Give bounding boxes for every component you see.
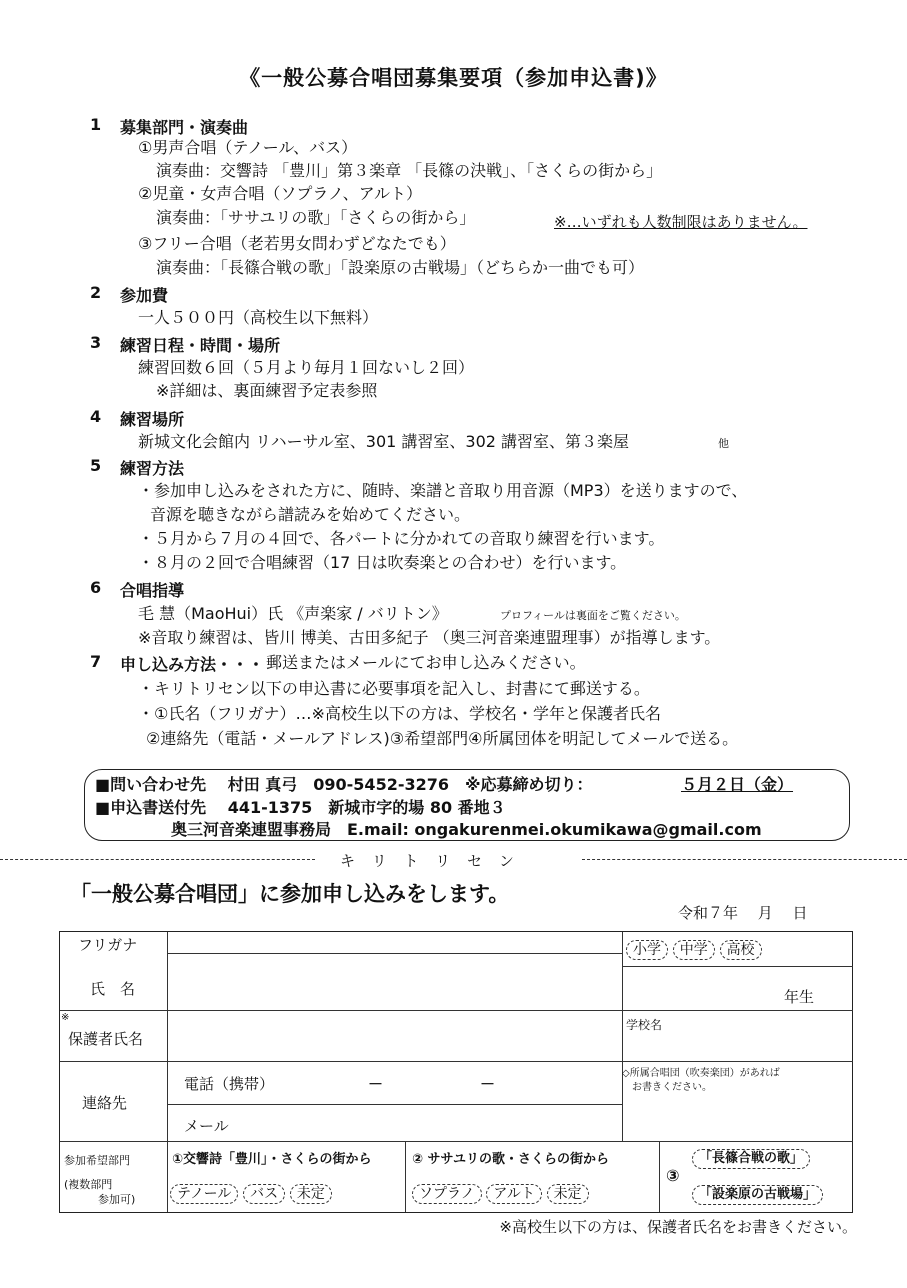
text-line: 演奏曲：「ササユリの歌」「さくらの街から」: [156, 208, 476, 227]
section-number: 5: [90, 456, 102, 475]
text-line: ※詳細は、裏面練習予定表参照: [156, 381, 378, 400]
department-label: 参加可): [98, 1193, 136, 1206]
text-line: ②児童・女声合唱（ソプラノ、アルト）: [138, 184, 422, 203]
option-high-school[interactable]: 高校: [720, 940, 762, 960]
section-number: 2: [90, 283, 102, 302]
row-divider: [622, 966, 853, 967]
phone-dash: －: [368, 1075, 384, 1093]
choice-undecided[interactable]: 未定: [290, 1184, 332, 1204]
section-heading: 練習日程・時間・場所: [120, 336, 281, 355]
text-line: ①男声合唱（テノール、バス）: [138, 138, 358, 157]
furigana-label: フリガナ: [78, 936, 138, 954]
text-line: ②連絡先（電話・メールアドレス)③希望部門④所属団体を明記してメールで送る。: [146, 729, 739, 748]
text-suffix: 他: [718, 437, 729, 450]
text-line: 音源を聴きながら譜読みを始めてください。: [150, 505, 471, 524]
text-line: 新城文化会館内 リハーサル室、301 講習室、302 講習室、第３楽屋: [138, 432, 630, 451]
text-line: 郵送またはメールにてお申し込みください。: [266, 653, 586, 672]
section-number: 4: [90, 407, 102, 426]
option-2-choices: [412, 1184, 589, 1204]
section-heading: 参加費: [120, 286, 169, 305]
phone-label: 電話（携帯）: [184, 1075, 275, 1093]
option-3-choices: [692, 1148, 810, 1169]
guardian-label: 保護者氏名: [68, 1030, 144, 1048]
section-heading: 練習方法: [120, 459, 185, 478]
text-line: ・①氏名（フリガナ）…※高校生以下の方は、学校名・学年と保護者氏名: [138, 704, 661, 723]
guardian-field[interactable]: [168, 1011, 621, 1060]
text-line: 一人５００円（高校生以下無料）: [138, 308, 379, 327]
section-number: 6: [90, 578, 102, 597]
dashed-divider: [582, 859, 907, 860]
section-number: 1: [90, 115, 102, 134]
affiliation-note: お書きください。: [632, 1082, 712, 1093]
email-line: 奥三河音楽連盟事務局 E.mail: ongakurenmei.okumikawa@gmail.com: [171, 820, 762, 839]
furigana-field[interactable]: [168, 932, 621, 952]
application-form: [59, 931, 853, 1213]
option-3-number: ③: [666, 1166, 680, 1185]
grade-label: 年生: [784, 988, 815, 1006]
text-line: 演奏曲：「長篠合戦の歌」「設楽原の古戦場」（どちらか一曲でも可）: [156, 258, 645, 277]
page-title: 《一般公募合唱団募集要項（参加申込書)》: [239, 66, 668, 90]
choice-nagashino[interactable]: 「長篠合戦の歌」: [692, 1149, 810, 1169]
section-heading: 募集部門・演奏曲: [120, 118, 249, 137]
choice-undecided[interactable]: 未定: [547, 1184, 589, 1204]
choice-shitaragahara[interactable]: 「設楽原の古戦場」: [692, 1185, 823, 1205]
choice-bass[interactable]: バス: [243, 1184, 285, 1204]
guardian-mark: ※: [61, 1012, 70, 1023]
col-divider: [405, 1141, 406, 1212]
text-line: ・キリトリセン以下の申込書に必要事項を記入し、封書にて郵送する。: [138, 679, 650, 698]
name-label: 氏 名: [90, 980, 136, 998]
cut-line-label: キ リ ト リ セ ン: [340, 852, 520, 870]
dashed-divider: [0, 859, 315, 860]
col-divider: [659, 1141, 660, 1212]
inquiry-line: ■問い合わせ先 村田 真弓 090-5452-3276 ※応募締め切り：: [95, 775, 593, 794]
text-line: ③フリー合唱（老若男女問わずどなたでも）: [138, 234, 456, 253]
school-name-label: 学校名: [626, 1018, 663, 1032]
instructor-line: 毛 慧（MaoHui）氏 《声楽家 / バリトン》: [138, 604, 448, 623]
text-line: 練習回数６回（５月より毎月１回ないし２回）: [138, 358, 475, 377]
row-divider: [60, 1061, 853, 1062]
option-1-choices: [170, 1184, 332, 1204]
cut-line: [0, 850, 907, 870]
deadline-date: ５月２日（金）: [681, 775, 794, 794]
contact-label: 連絡先: [82, 1094, 128, 1112]
option-2-title: ② ササユリの歌・さくらの街から: [412, 1152, 610, 1167]
phone-dash: －: [480, 1075, 496, 1093]
option-elementary[interactable]: 小学: [626, 940, 668, 960]
row-divider: [167, 1104, 622, 1105]
limit-note: ※…いずれも人数制限はありません。: [554, 213, 808, 231]
profile-note: プロフィールは裏面をご覧ください。: [500, 609, 686, 622]
section-heading: 練習場所: [120, 410, 185, 429]
choice-alto[interactable]: アルト: [486, 1184, 541, 1204]
option-3-choices: [692, 1184, 823, 1205]
text-line: ・８月の２回で合唱練習（17 日は吹奏楽との合わせ）を行います。: [138, 553, 627, 572]
option-1-title: ①交響詩「豊川」・さくらの街から: [172, 1152, 372, 1167]
section-number: 3: [90, 333, 102, 352]
form-heading: 「一般公募合唱団」に参加申し込みをします。: [70, 882, 510, 906]
choice-tenor[interactable]: テノール: [170, 1184, 238, 1204]
email-label: メール: [184, 1117, 229, 1135]
form-date: 令和７年 月 日: [678, 904, 808, 922]
mailing-line: ■申込書送付先 441-1375 新城市字的場 80 番地３: [95, 798, 506, 817]
section-heading: 申し込み方法・・・: [120, 655, 265, 674]
contact-box: [84, 769, 850, 841]
col-divider: [622, 932, 623, 1141]
name-field[interactable]: [168, 954, 621, 1010]
footer-note: ※高校生以下の方は、保護者氏名をお書きください。: [499, 1218, 857, 1236]
text-line: ・５月から７月の４回で、各パートに分かれての音取り練習を行います。: [138, 529, 665, 548]
department-label: (複数部門: [64, 1178, 113, 1191]
school-level-options: [626, 940, 762, 960]
row-divider: [60, 1141, 853, 1142]
section-heading: 合唱指導: [120, 581, 185, 600]
text-line: ・参加申し込みをされた方に、随時、楽譜と音取り用音源（MP3）を送りますので、: [138, 481, 748, 500]
text-line: 演奏曲：交響詩 「豊川」第３楽章 「長篠の決戦」、「さくらの街から」: [156, 161, 663, 180]
option-junior-high[interactable]: 中学: [673, 940, 715, 960]
choice-soprano[interactable]: ソプラノ: [412, 1184, 482, 1204]
text-line: ※音取り練習は、皆川 博美、古田多紀子 （奥三河音楽連盟理事）が指導します。: [138, 628, 721, 647]
section-number: 7: [90, 652, 102, 671]
affiliation-note: ◇所属合唱団（吹奏楽団）があれば: [622, 1068, 780, 1079]
department-label: 参加希望部門: [64, 1154, 130, 1167]
